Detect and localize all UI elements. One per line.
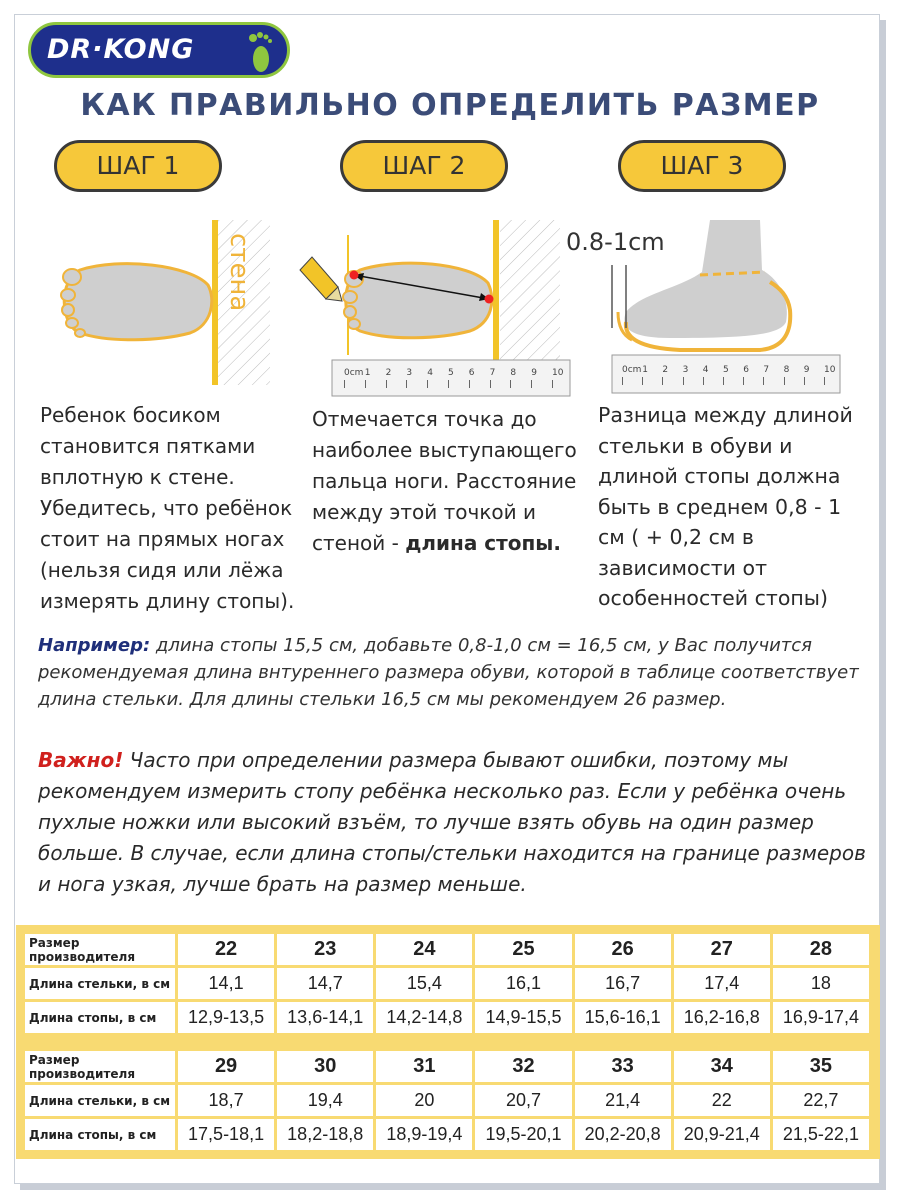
- foot-cell: 20,9-21,4: [674, 1119, 770, 1150]
- size-cell: 34: [674, 1051, 770, 1082]
- foot-cell: 21,5-22,1: [773, 1119, 869, 1150]
- ruler-tick: [344, 380, 345, 388]
- step-3-ruler: [612, 355, 840, 393]
- foot-cell: 13,6-14,1: [277, 1002, 373, 1033]
- ruler-tick: [662, 377, 663, 385]
- insole-cell: 18: [773, 968, 869, 999]
- example-lead: Например:: [38, 635, 151, 656]
- size-cell: 31: [376, 1051, 472, 1082]
- footprint-icon: [243, 29, 277, 75]
- row-label: Длина стопы, в см: [25, 1002, 175, 1033]
- page-title: КАК ПРАВИЛЬНО ОПРЕДЕЛИТЬ РАЗМЕР: [80, 88, 820, 123]
- ruler-tick-label: 5: [448, 368, 454, 378]
- size-table-2: [16, 1042, 880, 1159]
- ruler-tick: [406, 380, 407, 388]
- ruler-tick-label: 7: [489, 368, 496, 378]
- row-label: Длина стельки, в см: [25, 968, 175, 999]
- foot-cell: 14,9-15,5: [475, 1002, 571, 1033]
- ruler-tick: [763, 377, 764, 385]
- size-cell: 27: [674, 934, 770, 965]
- foot-cell: 16,2-16,8: [674, 1002, 770, 1033]
- ruler-tick: [743, 377, 744, 385]
- ruler-tick: [642, 377, 643, 385]
- size-cell: 28: [773, 934, 869, 965]
- ruler-tick-label: 3: [406, 368, 413, 378]
- insole-cell: 21,4: [575, 1085, 671, 1116]
- wall-label: стена: [224, 233, 254, 312]
- foot-cell: 14,2-14,8: [376, 1002, 472, 1033]
- insole-cell: 17,4: [674, 968, 770, 999]
- ruler-tick-label: 9: [803, 365, 810, 375]
- size-cell: 29: [178, 1051, 274, 1082]
- ruler-tick-label: 3: [682, 365, 689, 375]
- ruler-tick: [510, 380, 511, 388]
- ruler-tick-label: 10: [552, 368, 564, 378]
- foot-cell: 18,9-19,4: [376, 1119, 472, 1150]
- insole-cell: 22: [674, 1085, 770, 1116]
- insole-cell: 16,7: [575, 968, 671, 999]
- step-2-description: [312, 404, 580, 559]
- insole-cell: 15,4: [376, 968, 472, 999]
- ruler-tick-label: 9: [531, 368, 537, 378]
- ruler-tick: [703, 377, 704, 385]
- ruler-tick: [723, 377, 724, 385]
- step-3-badge: ШАГ 3: [618, 140, 786, 192]
- ruler-tick: [784, 377, 785, 385]
- step-2-text: Отмечается точка до наиболее выступающего пальца ноги. Расстояние между этой точкой и стеной -: [312, 407, 577, 555]
- step-2-badge: ШАГ 2: [340, 140, 508, 192]
- gap-label: 0.8-1cm: [566, 228, 665, 256]
- ruler-tick-label: 10: [824, 365, 836, 375]
- insole-cell: 16,1: [475, 968, 571, 999]
- ruler-tick-label: 5: [723, 365, 729, 375]
- ruler-tick-label: 4: [427, 368, 433, 378]
- brand-logo: [28, 22, 290, 78]
- size-table-1: [16, 925, 880, 1042]
- ruler-tick: [531, 380, 532, 388]
- row-label: Длина стельки, в см: [25, 1085, 175, 1116]
- ruler-tick-label: 8: [510, 368, 517, 378]
- step-1-description: Ребенок босиком становится пятками вплотную к стене. Убедитесь, что ребёнок стоит на прямых ногах (нельзя сидя или лёжа измерять длину стопы).: [40, 403, 295, 613]
- ruler-tick-label: 7: [763, 365, 770, 375]
- important-lead: Важно!: [38, 748, 124, 772]
- size-cell: 24: [376, 934, 472, 965]
- ruler-tick: [804, 377, 805, 385]
- example-paragraph: [38, 632, 868, 713]
- step-1-badge: ШАГ 1: [54, 140, 222, 192]
- foot-cell: 17,5-18,1: [178, 1119, 274, 1150]
- size-cell: 22: [178, 934, 274, 965]
- size-cell: 35: [773, 1051, 869, 1082]
- ruler-tick-label: 2: [662, 365, 669, 375]
- size-cell: 26: [575, 934, 671, 965]
- table-row: [25, 1051, 869, 1082]
- insole-cell: 19,4: [277, 1085, 373, 1116]
- table-row: [25, 934, 869, 965]
- table-row: [25, 1002, 869, 1033]
- ruler-tick: [683, 377, 684, 385]
- ruler-tick-label: 8: [783, 365, 790, 375]
- ruler-tick: [490, 380, 491, 388]
- row-label: Размер производителя: [25, 1051, 175, 1082]
- insole-cell: 20,7: [475, 1085, 571, 1116]
- size-cell: 32: [475, 1051, 571, 1082]
- insole-cell: 20: [376, 1085, 472, 1116]
- insole-cell: 14,1: [178, 968, 274, 999]
- foot-cell: 19,5-20,1: [475, 1119, 571, 1150]
- ruler-tick-label: 6: [468, 368, 475, 378]
- foot-cell: 12,9-13,5: [178, 1002, 274, 1033]
- foot-cell: 16,9-17,4: [773, 1002, 869, 1033]
- ruler-tick: [469, 380, 470, 388]
- row-label: Длина стопы, в см: [25, 1119, 175, 1150]
- ruler-tick-label: 0cm: [622, 365, 642, 375]
- ruler-tick: [824, 377, 825, 385]
- step-2-bold: длина стопы.: [405, 531, 561, 555]
- ruler-tick: [427, 380, 428, 388]
- brand-name: DR·KONG: [47, 34, 195, 65]
- size-cell: 23: [277, 934, 373, 965]
- size-cell: 25: [475, 934, 571, 965]
- size-cell: 33: [575, 1051, 671, 1082]
- foot-cell: 18,2-18,8: [277, 1119, 373, 1150]
- table-row: [25, 968, 869, 999]
- ruler-tick: [622, 377, 623, 385]
- foot-cell: 15,6-16,1: [575, 1002, 671, 1033]
- ruler-tick-label: 6: [743, 365, 749, 375]
- table-row: [25, 1085, 869, 1116]
- insole-cell: 18,7: [178, 1085, 274, 1116]
- ruler-tick: [448, 380, 449, 388]
- size-cell: 30: [277, 1051, 373, 1082]
- ruler-tick-label: 4: [702, 365, 709, 375]
- ruler-tick: [365, 380, 366, 388]
- important-text: Часто при определении размера бывают ошибки, поэтому мы рекомендуем измерить стопу ребёнка несколько раз. Если у ребёнка очень пухлые ножки или высокий взъём, то лучше взять обувь на один размер больше. В случае, если длина стопы/стельки находится на границе размеров и нога узкая, лучше брать на размер меньше.: [38, 748, 866, 896]
- ruler-tick-label: 0cm: [344, 368, 364, 378]
- foot-cell: 20,2-20,8: [575, 1119, 671, 1150]
- step-2-ruler: [332, 360, 570, 396]
- example-text: длина стопы 15,5 см, добавьте 0,8-1,0 см = 16,5 см, у Вас получится рекомендуемая длина внтуреннего размера обуви, которой в таблице соответствует длина стельки. Для длины стельки 16,5 см мы рекомендуем 26 размер.: [38, 635, 859, 710]
- step-3-description: Разница между длиной стельки в обуви и длиной стопы должна быть в среднем 0,8 - 1 см ( + 0,2 см в зависимости от особенностей стопы): [598, 403, 853, 610]
- table-row: [25, 1119, 869, 1150]
- important-paragraph: [38, 745, 868, 900]
- insole-cell: 22,7: [773, 1085, 869, 1116]
- ruler-tick: [552, 380, 553, 388]
- ruler-tick-label: 1: [364, 368, 371, 378]
- row-label: Размер производителя: [25, 934, 175, 965]
- ruler-tick-label: 1: [642, 365, 648, 375]
- insole-cell: 14,7: [277, 968, 373, 999]
- ruler-tick: [386, 380, 387, 388]
- ruler-tick-label: 2: [385, 368, 392, 378]
- step-1-illustration: [40, 215, 280, 390]
